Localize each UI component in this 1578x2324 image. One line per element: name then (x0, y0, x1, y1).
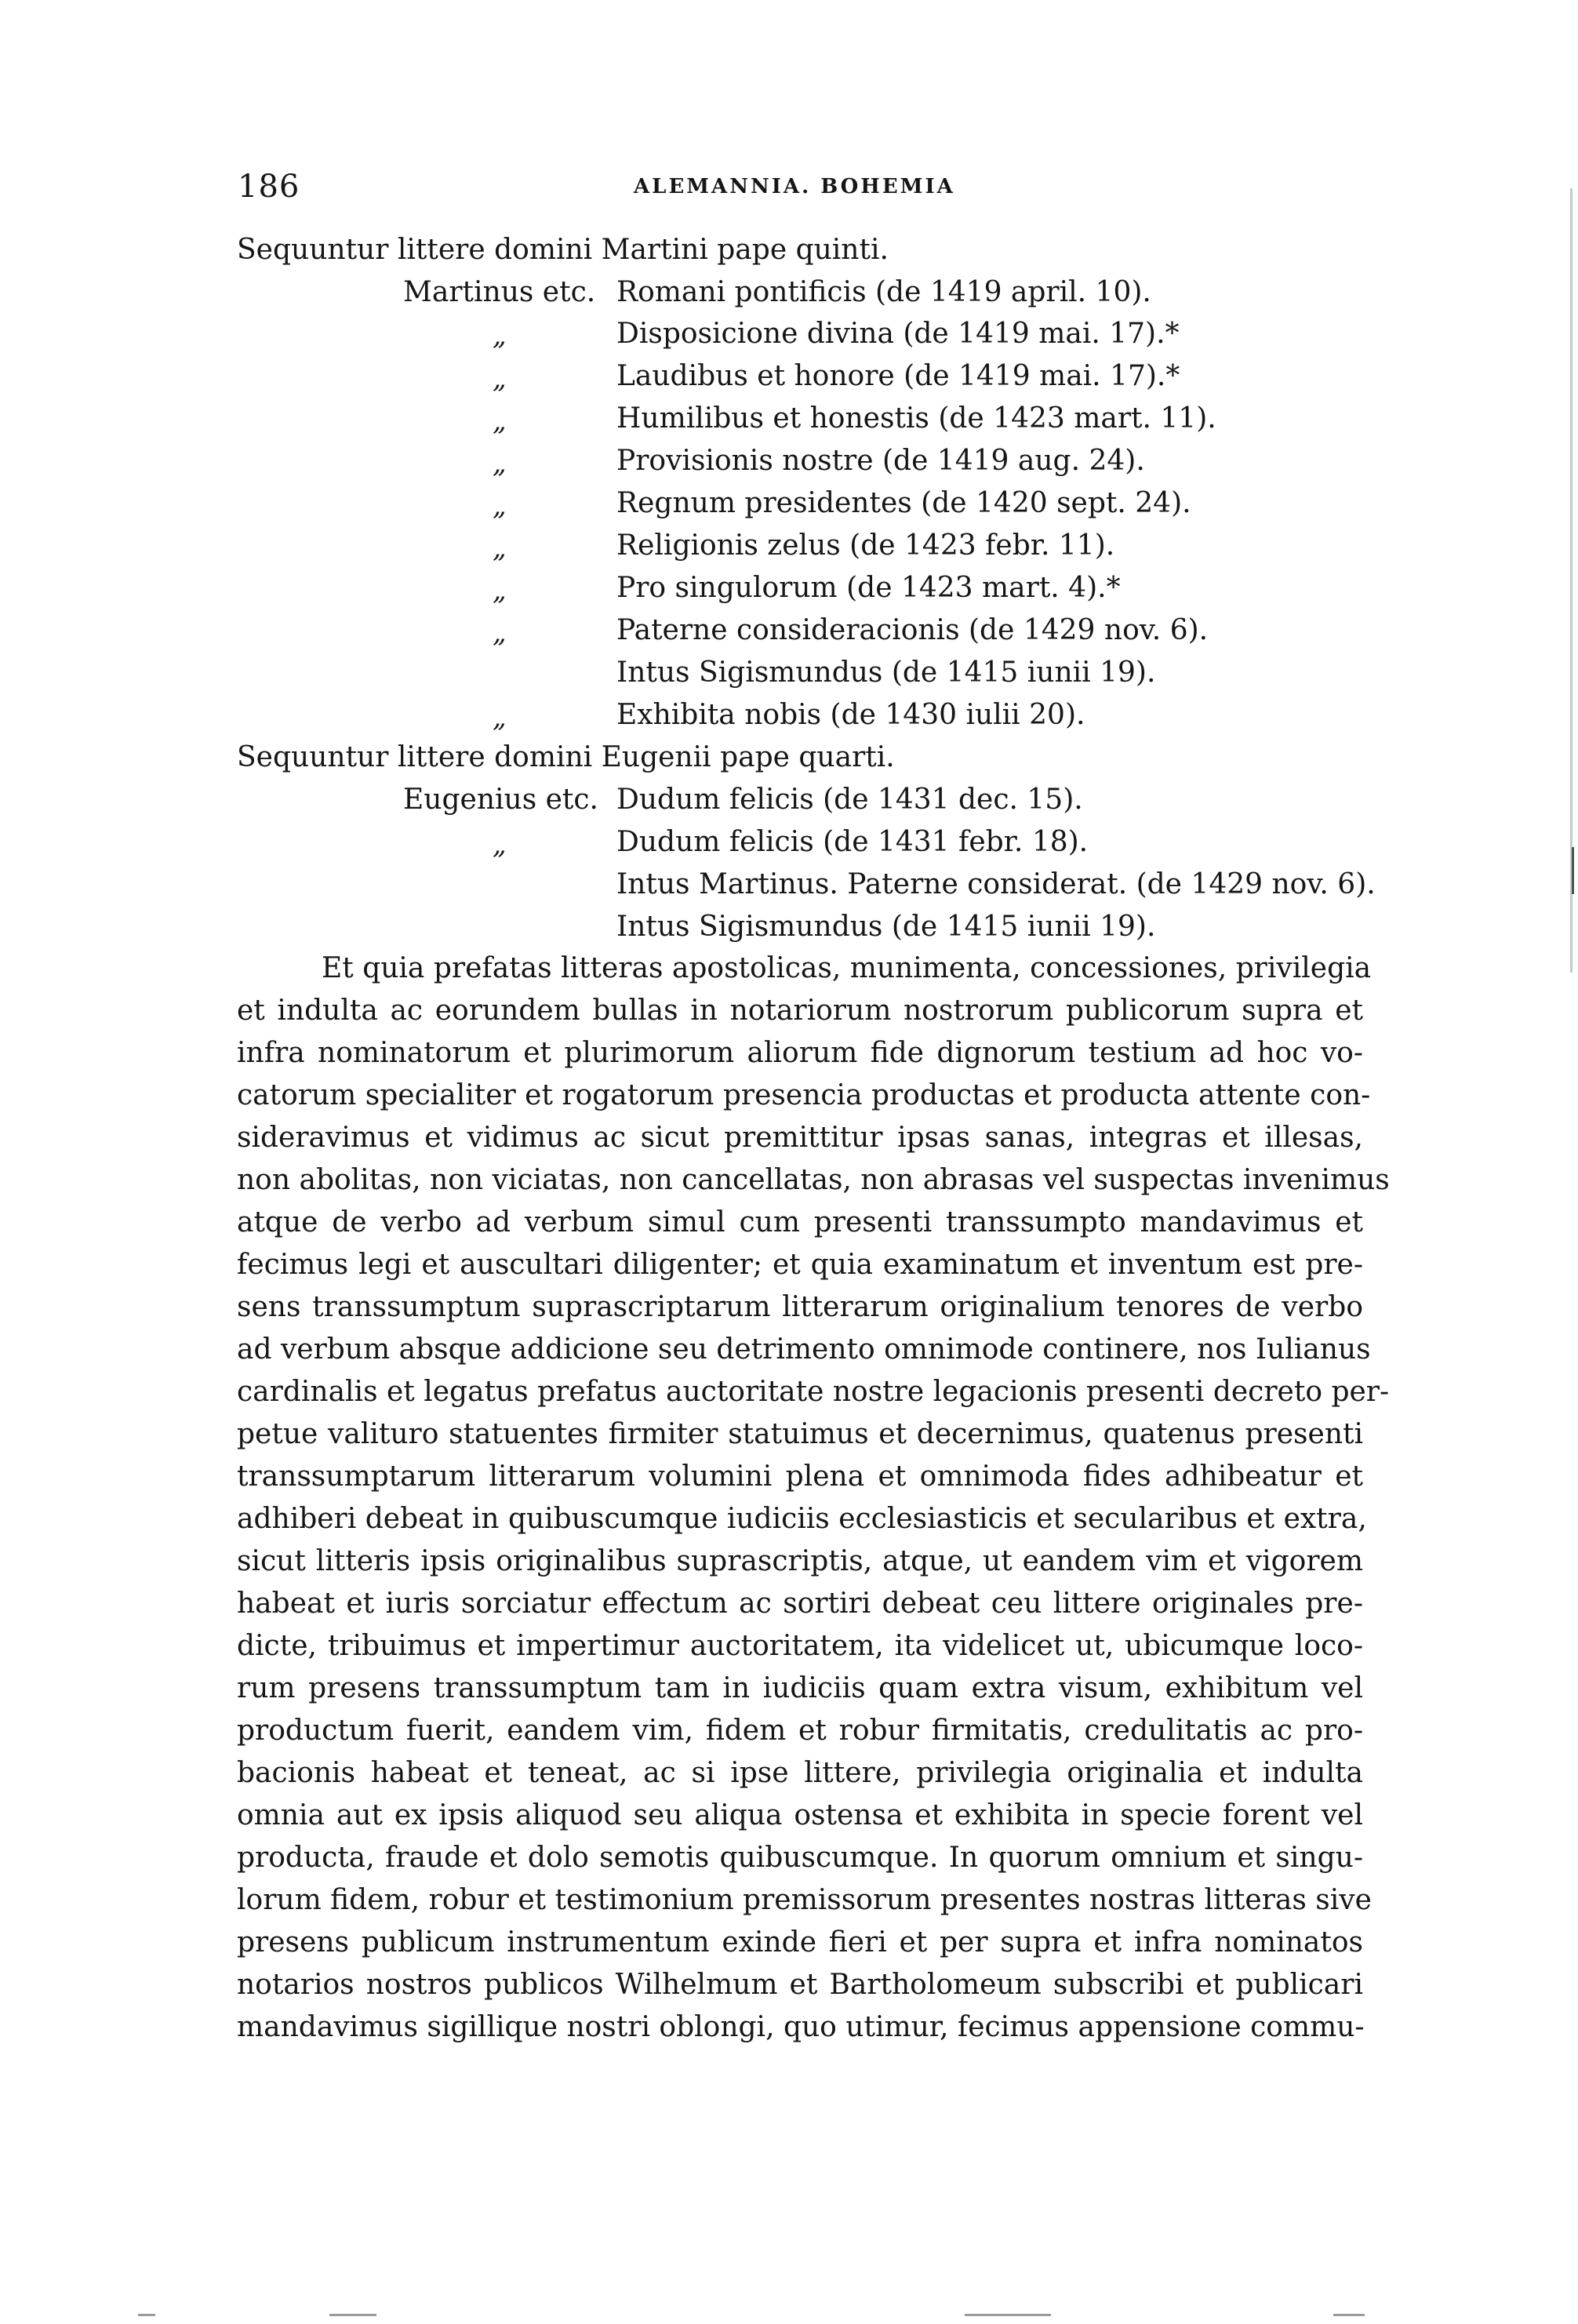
ditto-mark: „ (493, 575, 507, 606)
text-line: sicut litteris ipsis originalibus suprascriptis, atque, ut eandem vim et vigorem (237, 1545, 1363, 1577)
text-line: producta, fraude et dolo semotis quibuscumque. In quorum omnium et singu- (237, 1842, 1363, 1874)
list-lead-martinus: Martinus etc. (403, 276, 596, 308)
ditto-mark: „ (493, 490, 507, 522)
scan-rule (1333, 2314, 1365, 2316)
scan-rule (138, 2314, 155, 2316)
list-item: Romani pontificis (de 1419 april. 10). (616, 276, 1151, 308)
text-line: petue valituro statuentes firmiter statuimus et decernimus, quatenus presenti (237, 1418, 1363, 1450)
list-item: Intus Sigismundus (de 1415 iunii 19). (616, 911, 1156, 943)
scan-rule (329, 2314, 376, 2316)
list-item: Dudum felicis (de 1431 febr. 18). (616, 826, 1089, 858)
text-line: lorum fidem, robur et testimonium premissorum presentes nostras litteras sive (237, 1884, 1372, 1916)
ditto-mark: „ (493, 702, 507, 733)
ditto-mark: „ (493, 320, 507, 351)
list-item: Intus Sigismundus (de 1415 iunii 19). (616, 656, 1156, 689)
text-line: transsumptarum litterarum volumini plena et omnimoda fides adhibeatur et (237, 1460, 1363, 1493)
list-item: Provisionis nostre (de 1419 aug. 24). (616, 445, 1145, 477)
text-line: cardinalis et legatus prefatus auctoritate nostre legacionis presenti decreto per- (237, 1376, 1390, 1408)
list-item: Religionis zelus (de 1423 febr. 11). (616, 529, 1115, 562)
list-item: Disposicione divina (de 1419 mai. 17).* (616, 318, 1180, 350)
ditto-mark: „ (493, 363, 507, 395)
text-line: habeat et iuris sorciatur effectum ac sortiri debeat ceu littere originales pre- (237, 1588, 1363, 1620)
ditto-mark: „ (493, 533, 507, 564)
text-line: mandavimus sigillique nostri oblongi, quo utimur, fecimus appensione commu- (237, 2011, 1365, 2043)
text-line: sideravimus et vidimus ac sicut premittitur ipsas sanas, integras et illesas, (237, 1122, 1363, 1154)
list-item: Paterne consideracionis (de 1429 nov. 6). (616, 614, 1209, 646)
page-edge-mark (1572, 847, 1574, 894)
text-line: omnia aut ex ipsis aliquod seu aliqua ostensa et exhibita in specie forent vel (237, 1799, 1363, 1831)
text-line: non abolitas, non viciatas, non cancellatas, non abrasas vel suspectas invenimus (237, 1164, 1390, 1196)
text-line: ad verbum absque addicione seu detrimento omnimode continere, nos Iulianus (237, 1333, 1371, 1366)
body-paragraph (237, 947, 1390, 2049)
text-line: presens publicum instrumentum exinde fieri et per supra et infra nominatos (237, 1926, 1363, 1958)
text-line: fecimus legi et auscultari diligenter; et quia examinatum et inventum est pre- (237, 1249, 1363, 1281)
text-line: Et quia prefatas litteras apostolicas, munimenta, concessiones, privilegia (322, 952, 1372, 984)
scan-rule (965, 2314, 1051, 2316)
list-item: Regnum presidentes (de 1420 sept. 24). (616, 487, 1191, 519)
ditto-mark: „ (493, 448, 507, 479)
list-item: Exhibita nobis (de 1430 iulii 20). (616, 699, 1085, 731)
list-item: Intus Martinus. Paterne considerat. (de 1429 nov. 6). (616, 868, 1376, 900)
list-item: Humilibus et honestis (de 1423 mart. 11). (616, 402, 1216, 435)
page-number: 186 (238, 169, 300, 205)
text-line: notarios nostros publicos Wilhelmum et Bartholomeum subscribi et publicari (237, 1969, 1363, 2001)
text-line: infra nominatorum et plurimorum aliorum fide dignorum testium ad hoc vo- (237, 1037, 1363, 1069)
list-item: Dudum felicis (de 1431 dec. 15). (616, 784, 1083, 816)
ditto-mark: „ (493, 617, 507, 649)
text-line: rum presens transsumptum tam in iudiciis quam extra visum, exhibitum vel (237, 1672, 1363, 1704)
running-head: ALEMANNIA. BOHEMIA (634, 175, 955, 198)
text-line: bacionis habeat et teneat, ac si ipse littere, privilegia originalia et indulta (237, 1757, 1363, 1789)
text-line: catorum specialiter et rogatorum presencia productas et producta attente con- (237, 1079, 1371, 1111)
text-line: atque de verbo ad verbum simul cum presenti transsumpto mandavimus et (237, 1206, 1363, 1238)
text-line: adhiberi debeat in quibuscumque iudiciis ecclesiasticis et secularibus et extra, (237, 1503, 1367, 1535)
text-line: sens transsumptum suprascriptarum litterarum originalium tenores de verbo (237, 1291, 1363, 1323)
text-line: et indulta ac eorundem bullas in notariorum nostrorum publicorum supra et (237, 995, 1363, 1027)
text-line: productum fuerit, eandem vim, fidem et robur firmitatis, credulitatis ac pro- (237, 1715, 1363, 1747)
ditto-mark: „ (493, 406, 507, 437)
list-item: Pro singulorum (de 1423 mart. 4).* (616, 572, 1121, 604)
list-intro-eugenius: Sequuntur littere domini Eugenii pape quarti. (237, 741, 895, 773)
text-line: dicte, tribuimus et impertimur auctoritatem, ita videlicet ut, ubicumque loco- (237, 1630, 1363, 1662)
list-intro-martinus: Sequuntur littere domini Martini pape quinti. (237, 234, 889, 266)
list-item: Laudibus et honore (de 1419 mai. 17).* (616, 360, 1180, 392)
list-lead-eugenius: Eugenius etc. (403, 784, 598, 816)
ditto-mark: „ (493, 829, 507, 860)
